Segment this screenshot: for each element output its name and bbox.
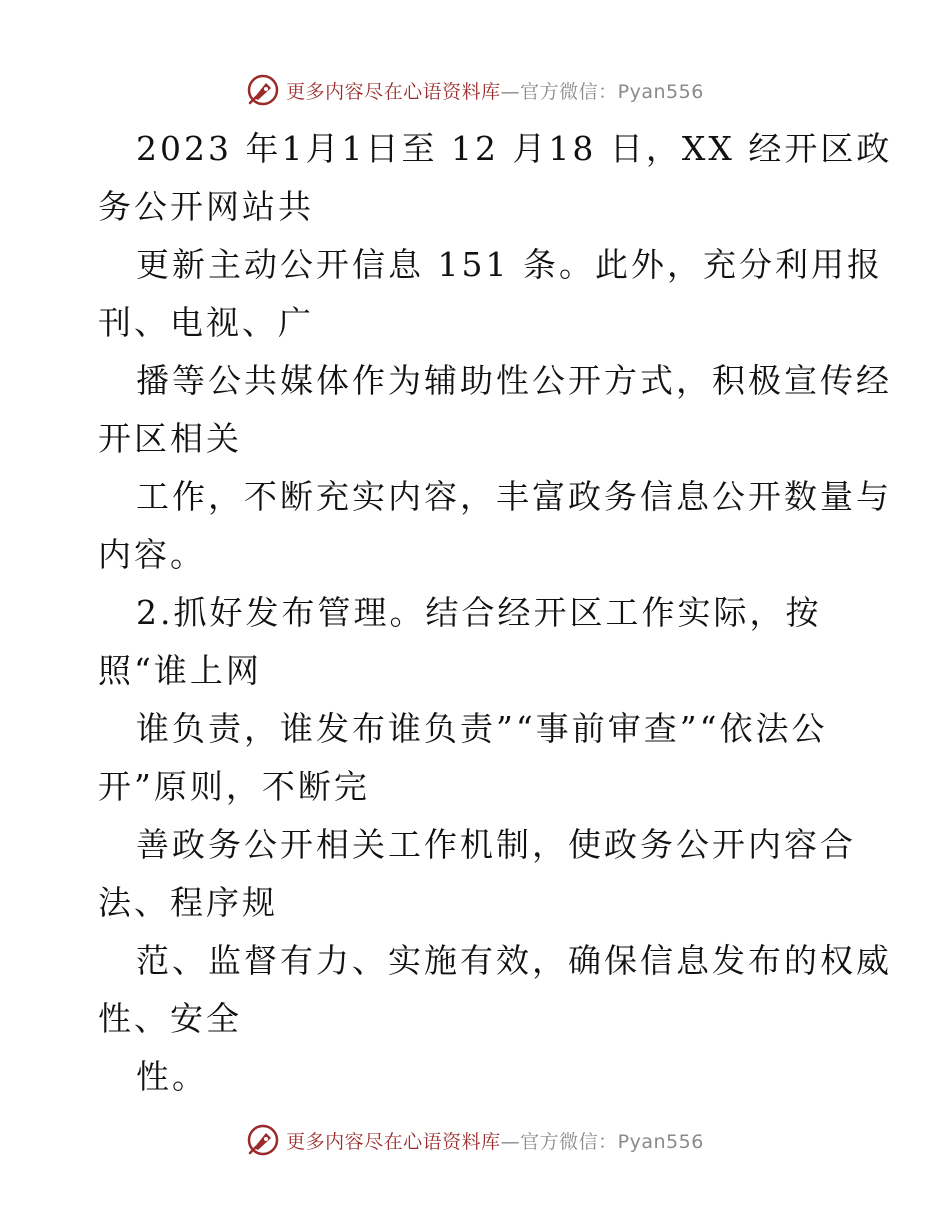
body-line-6: 开区相关 — [98, 419, 242, 458]
body-line-14: 法、程序规 — [98, 883, 278, 922]
document-body — [98, 120, 893, 1106]
pen-nib-logo-icon — [246, 1123, 280, 1157]
footer-banner-content — [246, 1123, 704, 1157]
header-brand-text: 更多内容尽在心语资料库 — [286, 80, 501, 103]
body-line-8: 内容。 — [98, 535, 206, 574]
body-line-3: 更新主动公开信息 151 条。此外，充分利用报 — [136, 245, 883, 284]
body-line-7: 工作，不断充实内容，丰富政务信息公开数量与 — [136, 477, 892, 516]
body-line-5: 播等公共媒体作为辅助性公开方式，积极宣传经 — [136, 361, 892, 400]
body-line-12: 开”原则，不断完 — [98, 767, 370, 806]
body-line-11: 谁负责，谁发布谁负责”“事前审查”“依法公 — [136, 709, 828, 748]
footer-banner-text — [286, 1127, 704, 1154]
footer-brand-text: 更多内容尽在心语资料库 — [286, 1130, 501, 1153]
header-banner — [0, 70, 950, 110]
body-line-16: 性、安全 — [98, 999, 242, 1038]
body-line-10: 照“谁上网 — [98, 651, 262, 690]
body-line-17: 性。 — [136, 1057, 208, 1096]
body-line-2: 务公开网站共 — [98, 187, 314, 226]
header-contact-text: —官方微信：Pyan556 — [500, 80, 704, 103]
header-banner-text — [286, 77, 704, 104]
body-line-15: 范、监督有力、实施有效，确保信息发布的权威 — [136, 941, 892, 980]
pen-nib-logo-icon — [246, 73, 280, 107]
header-banner-content — [246, 73, 704, 107]
body-line-9: 2.抓好发布管理。结合经开区工作实际，按 — [136, 593, 822, 632]
body-line-13: 善政务公开相关工作机制，使政务公开内容合 — [136, 825, 856, 864]
body-line-1: 2023 年1月1日至 12 月18 日，XX 经开区政 — [136, 129, 893, 168]
body-line-4: 刊、电视、广 — [98, 303, 314, 342]
footer-banner — [0, 1120, 950, 1160]
footer-contact-text: —官方微信：Pyan556 — [500, 1130, 704, 1153]
